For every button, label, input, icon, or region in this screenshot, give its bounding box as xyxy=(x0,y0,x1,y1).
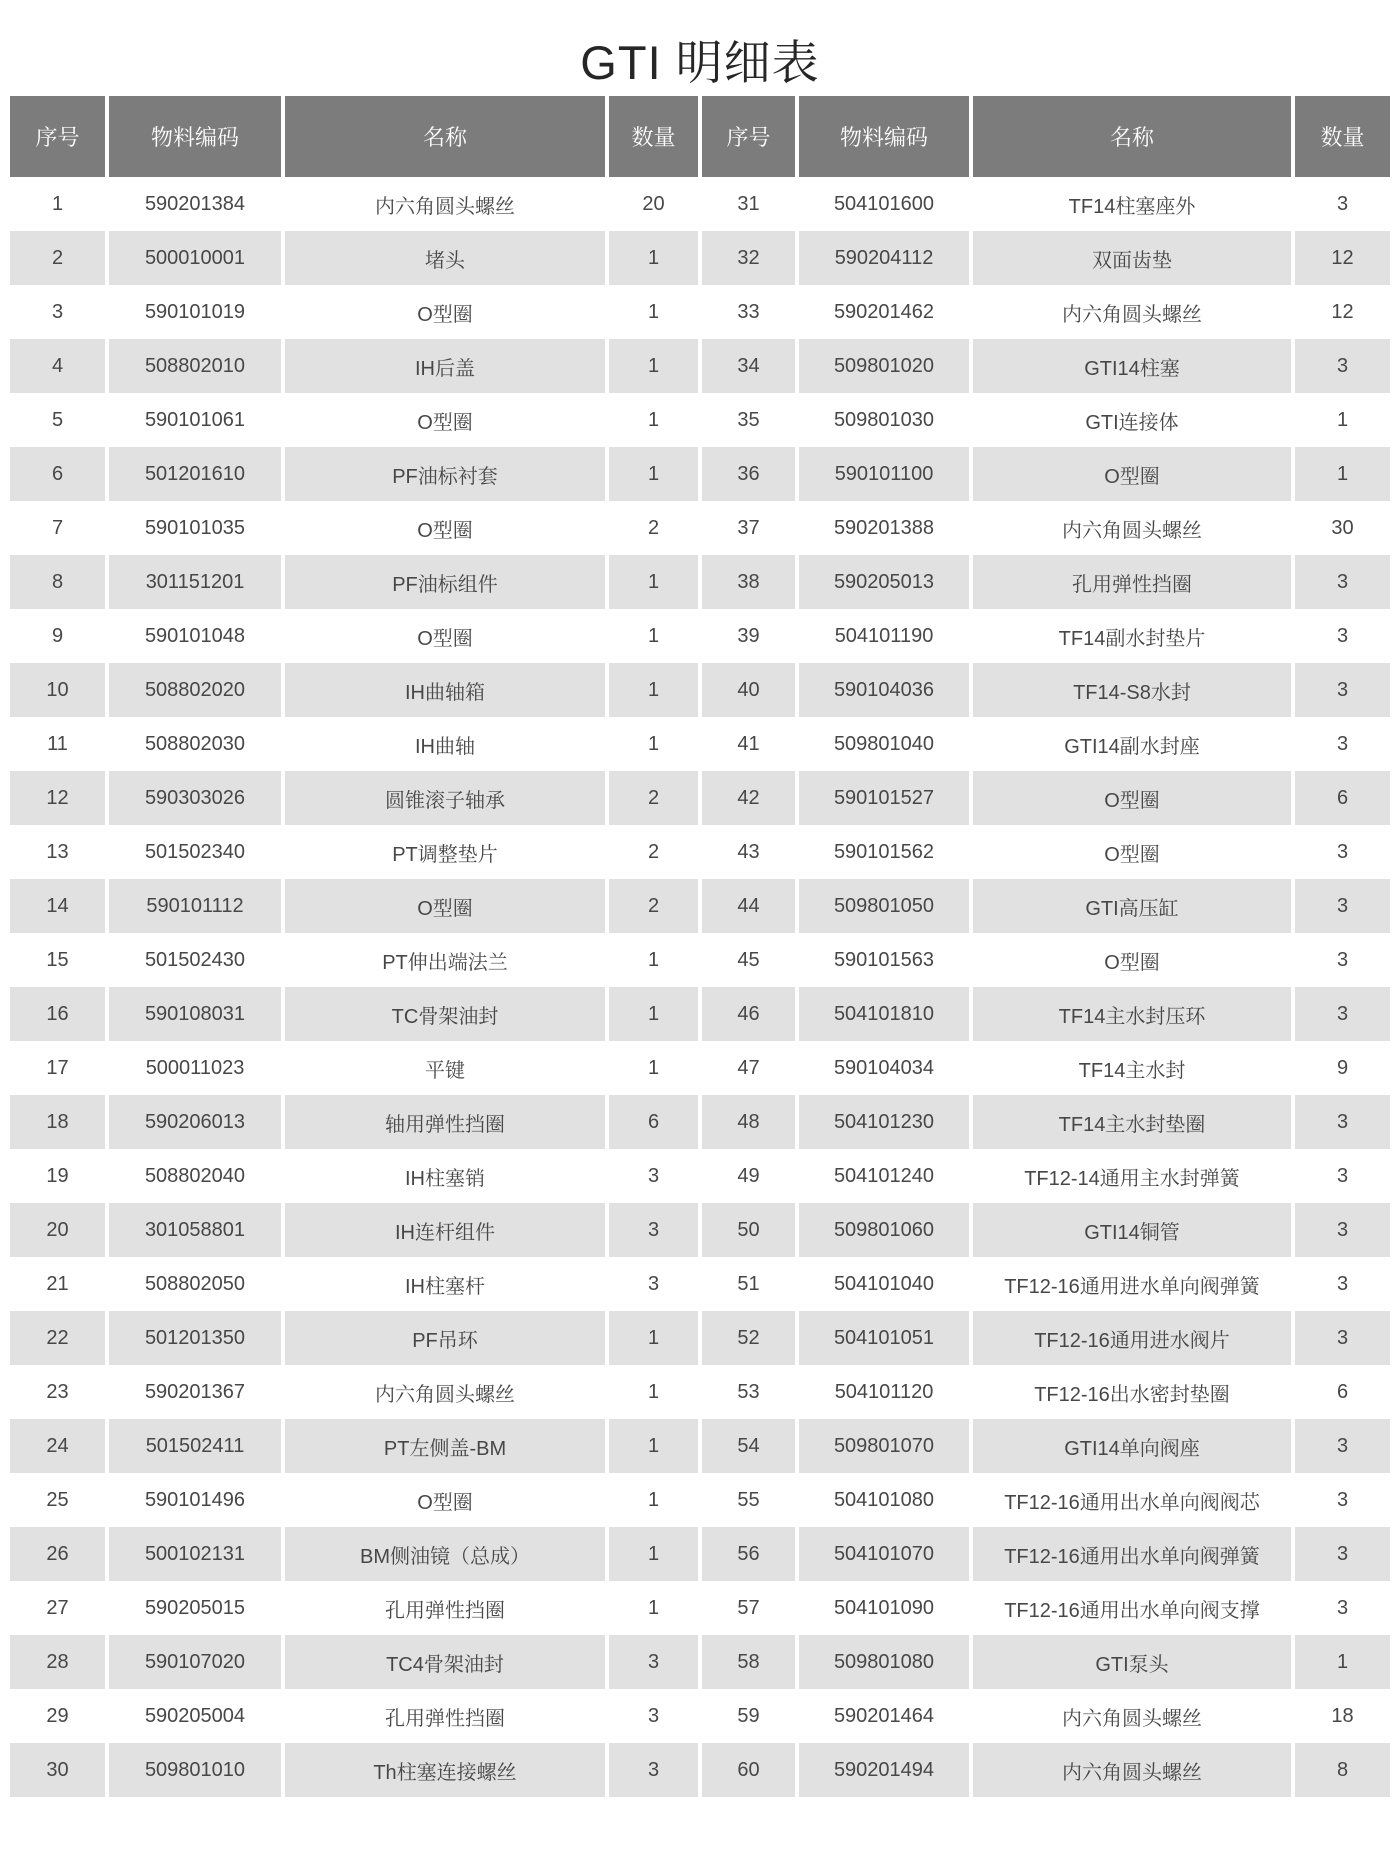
cell-name-left: IH后盖 xyxy=(283,339,607,393)
table-row xyxy=(10,339,1390,393)
cell-seq-left: 27 xyxy=(46,1596,69,1619)
cell-code-right: 590101562 xyxy=(797,825,971,879)
table-row xyxy=(10,825,1390,879)
cell-qty-left: 3 xyxy=(607,1743,700,1797)
table-row xyxy=(10,231,1390,285)
cell-name-right: 孔用弹性挡圈 xyxy=(971,555,1293,609)
cell-qty-left: 1 xyxy=(607,447,700,501)
cell-qty-right: 3 xyxy=(1293,663,1390,717)
cell-qty-left: 3 xyxy=(607,1635,700,1689)
table-row xyxy=(10,1527,1390,1581)
cell-code-right: 504101070 xyxy=(797,1527,971,1581)
col-header-seq-right: 序号 xyxy=(700,96,797,177)
cell-code-right: 504101090 xyxy=(797,1581,971,1635)
cell-name-left: IH柱塞杆 xyxy=(283,1257,607,1311)
cell-name-left: PT调整垫片 xyxy=(283,825,607,879)
cell-name-left: 平键 xyxy=(283,1041,607,1095)
cell-name-left: TC骨架油封 xyxy=(283,987,607,1041)
col-header-code-right: 物料编码 xyxy=(797,96,971,177)
cell-name-left: IH曲轴 xyxy=(283,717,607,771)
cell-qty-left: 1 xyxy=(607,1581,700,1635)
cell-name-right: TF14主水封 xyxy=(971,1041,1293,1095)
cell-code-left: 590101035 xyxy=(107,501,283,555)
cell-seq-left: 12 xyxy=(10,771,107,825)
cell-name-left: IH曲轴箱 xyxy=(283,663,607,717)
cell-qty-right: 3 xyxy=(1293,987,1390,1041)
cell-code-right: 590201462 xyxy=(797,285,971,339)
cell-name-right: 内六角圆头螺丝 xyxy=(971,1689,1293,1743)
cell-qty-left: 1 xyxy=(607,285,700,339)
cell-seq-right: 57 xyxy=(700,1581,797,1635)
cell-qty-right: 3 xyxy=(1293,1311,1390,1365)
cell-seq-right: 54 xyxy=(700,1419,797,1473)
cell-name-left: PF油标衬套 xyxy=(283,447,607,501)
table-row xyxy=(10,447,1390,501)
cell-qty-left: 1 xyxy=(607,1041,700,1095)
cell-name-left: PT伸出端法兰 xyxy=(283,933,607,987)
cell-code-left: 590108031 xyxy=(107,987,283,1041)
cell-qty-right: 18 xyxy=(1293,1689,1390,1743)
cell-code-left: 590206013 xyxy=(107,1095,283,1149)
cell-name-left: 圆锥滚子轴承 xyxy=(283,771,607,825)
cell-name-right: TF12-14通用主水封弹簧 xyxy=(971,1149,1293,1203)
cell-qty-right: 1 xyxy=(1293,393,1390,447)
cell-qty-left: 1 xyxy=(607,609,700,663)
cell-qty-left: 2 xyxy=(607,879,700,933)
parts-table-container xyxy=(10,96,1390,1797)
col-header-qty-left: 数量 xyxy=(607,96,700,177)
cell-code-right: 504101120 xyxy=(797,1365,971,1419)
cell-code-left: 501502411 xyxy=(107,1419,283,1473)
cell-name-right: 内六角圆头螺丝 xyxy=(971,1743,1293,1797)
cell-code-left: 500010001 xyxy=(107,231,283,285)
cell-qty-left: 1 xyxy=(607,339,700,393)
cell-seq-right: 42 xyxy=(700,771,797,825)
cell-code-right: 504101190 xyxy=(797,609,971,663)
cell-code-right: 509801060 xyxy=(797,1203,971,1257)
cell-qty-right: 1 xyxy=(1293,1635,1390,1689)
cell-qty-left: 2 xyxy=(607,501,700,555)
table-header xyxy=(10,96,1390,177)
cell-seq-left: 14 xyxy=(10,879,107,933)
cell-seq-right: 49 xyxy=(700,1149,797,1203)
table-row xyxy=(10,1581,1390,1635)
cell-code-right: 504101051 xyxy=(797,1311,971,1365)
cell-seq-left: 24 xyxy=(10,1419,107,1473)
cell-code-right: 590101100 xyxy=(797,447,971,501)
cell-name-right: TF14主水封垫圈 xyxy=(971,1095,1293,1149)
cell-seq-left: 22 xyxy=(10,1311,107,1365)
cell-seq-left: 3 xyxy=(51,300,64,323)
table-row xyxy=(10,771,1390,825)
table-row xyxy=(10,1689,1390,1743)
cell-name-right: O型圈 xyxy=(971,771,1293,825)
cell-qty-left: 1 xyxy=(607,231,700,285)
cell-name-right: TF12-16通用进水阀片 xyxy=(971,1311,1293,1365)
cell-seq-left: 5 xyxy=(51,408,64,431)
cell-qty-right: 3 xyxy=(1293,879,1390,933)
table-row xyxy=(10,663,1390,717)
table-body xyxy=(10,177,1390,1797)
table-row xyxy=(10,1743,1390,1797)
table-row xyxy=(10,1095,1390,1149)
cell-name-right: TF14柱塞座外 xyxy=(971,177,1293,231)
cell-qty-left: 1 xyxy=(607,555,700,609)
cell-qty-right: 3 xyxy=(1293,1581,1390,1635)
cell-qty-right: 3 xyxy=(1293,1203,1390,1257)
cell-qty-left: 1 xyxy=(607,663,700,717)
cell-qty-left: 1 xyxy=(607,1365,700,1419)
cell-code-right: 590204112 xyxy=(797,231,971,285)
cell-qty-left: 1 xyxy=(607,987,700,1041)
cell-name-left: BM侧油镜（总成） xyxy=(283,1527,607,1581)
cell-qty-right: 3 xyxy=(1293,609,1390,663)
table-row xyxy=(10,879,1390,933)
table-row xyxy=(10,1203,1390,1257)
cell-code-left: 590101019 xyxy=(107,285,283,339)
cell-code-left: 501201350 xyxy=(107,1311,283,1365)
cell-seq-left: 16 xyxy=(10,987,107,1041)
cell-qty-left: 1 xyxy=(607,393,700,447)
cell-name-right: GTI14副水封座 xyxy=(971,717,1293,771)
cell-seq-left: 13 xyxy=(46,840,69,863)
cell-seq-right: 55 xyxy=(700,1473,797,1527)
cell-name-left: O型圈 xyxy=(283,609,607,663)
cell-qty-left: 2 xyxy=(607,825,700,879)
cell-seq-left: 11 xyxy=(47,732,68,755)
page-title: GTI 明细表 xyxy=(580,36,820,89)
cell-seq-right: 52 xyxy=(700,1311,797,1365)
cell-qty-right: 3 xyxy=(1293,1419,1390,1473)
cell-code-left: 508802020 xyxy=(107,663,283,717)
cell-code-right: 509801020 xyxy=(797,339,971,393)
cell-name-right: TF12-16出水密封垫圈 xyxy=(971,1365,1293,1419)
cell-name-right: 内六角圆头螺丝 xyxy=(971,501,1293,555)
cell-code-left: 590101496 xyxy=(107,1473,283,1527)
cell-code-left: 508802010 xyxy=(107,339,283,393)
cell-seq-left: 28 xyxy=(10,1635,107,1689)
table-row xyxy=(10,1311,1390,1365)
cell-qty-right: 30 xyxy=(1293,501,1390,555)
table-row xyxy=(10,1635,1390,1689)
cell-seq-right: 47 xyxy=(700,1041,797,1095)
cell-seq-right: 43 xyxy=(700,825,797,879)
cell-code-right: 590101563 xyxy=(797,933,971,987)
cell-seq-left: 6 xyxy=(10,447,107,501)
cell-code-left: 301058801 xyxy=(107,1203,283,1257)
cell-code-left: 590101112 xyxy=(107,879,283,933)
cell-name-left: O型圈 xyxy=(283,393,607,447)
cell-qty-left: 3 xyxy=(607,1689,700,1743)
cell-seq-right: 53 xyxy=(700,1365,797,1419)
cell-name-right: GTI高压缸 xyxy=(971,879,1293,933)
col-header-name-right: 名称 xyxy=(971,96,1293,177)
cell-seq-right: 46 xyxy=(700,987,797,1041)
cell-code-right: 590104034 xyxy=(797,1041,971,1095)
col-header-code-left: 物料编码 xyxy=(107,96,283,177)
cell-seq-left: 4 xyxy=(10,339,107,393)
col-header-qty-right: 数量 xyxy=(1293,96,1390,177)
cell-name-right: O型圈 xyxy=(971,825,1293,879)
cell-code-left: 590101048 xyxy=(107,609,283,663)
cell-seq-left: 30 xyxy=(10,1743,107,1797)
cell-qty-left: 3 xyxy=(607,1149,700,1203)
parts-table xyxy=(10,96,1390,1797)
cell-qty-left: 1 xyxy=(607,933,700,987)
cell-code-right: 504101240 xyxy=(797,1149,971,1203)
table-row xyxy=(10,1041,1390,1095)
cell-seq-left: 21 xyxy=(46,1272,69,1295)
cell-code-right: 509801070 xyxy=(797,1419,971,1473)
cell-qty-right: 6 xyxy=(1293,1365,1390,1419)
table-row xyxy=(10,555,1390,609)
cell-qty-left: 3 xyxy=(607,1203,700,1257)
cell-code-right: 590101527 xyxy=(797,771,971,825)
cell-code-right: 590201494 xyxy=(797,1743,971,1797)
cell-seq-left: 7 xyxy=(51,516,64,539)
cell-code-right: 590104036 xyxy=(797,663,971,717)
cell-qty-right: 3 xyxy=(1293,825,1390,879)
cell-seq-right: 40 xyxy=(700,663,797,717)
cell-name-right: O型圈 xyxy=(971,933,1293,987)
table-row xyxy=(10,717,1390,771)
cell-name-right: TF12-16通用出水单向阀阀芯 xyxy=(971,1473,1293,1527)
cell-name-left: IH柱塞销 xyxy=(283,1149,607,1203)
cell-qty-right: 3 xyxy=(1293,555,1390,609)
cell-qty-right: 8 xyxy=(1293,1743,1390,1797)
cell-name-left: 内六角圆头螺丝 xyxy=(283,177,607,231)
cell-code-left: 508802040 xyxy=(107,1149,283,1203)
cell-name-right: TF14主水封压环 xyxy=(971,987,1293,1041)
cell-qty-right: 6 xyxy=(1293,771,1390,825)
cell-seq-right: 31 xyxy=(700,177,797,231)
cell-name-left: PF吊环 xyxy=(283,1311,607,1365)
cell-code-left: 590201367 xyxy=(107,1365,283,1419)
cell-code-left: 590205015 xyxy=(107,1581,283,1635)
header-row xyxy=(10,96,1390,177)
cell-name-left: 内六角圆头螺丝 xyxy=(283,1365,607,1419)
cell-seq-right: 59 xyxy=(700,1689,797,1743)
cell-seq-left: 29 xyxy=(46,1704,69,1727)
cell-code-right: 504101080 xyxy=(797,1473,971,1527)
cell-name-right: GTI14单向阀座 xyxy=(971,1419,1293,1473)
table-row xyxy=(10,609,1390,663)
cell-name-left: PT左侧盖-BM xyxy=(283,1419,607,1473)
cell-code-left: 590107020 xyxy=(107,1635,283,1689)
cell-name-left: Th柱塞连接螺丝 xyxy=(283,1743,607,1797)
table-row xyxy=(10,1419,1390,1473)
cell-qty-right: 3 xyxy=(1293,1149,1390,1203)
cell-seq-left: 8 xyxy=(10,555,107,609)
cell-qty-right: 3 xyxy=(1293,1257,1390,1311)
cell-code-left: 508802050 xyxy=(107,1257,283,1311)
cell-seq-right: 51 xyxy=(700,1257,797,1311)
cell-qty-left: 1 xyxy=(607,1311,700,1365)
cell-name-left: O型圈 xyxy=(283,501,607,555)
cell-code-right: 509801080 xyxy=(797,1635,971,1689)
table-row xyxy=(10,1365,1390,1419)
cell-qty-left: 2 xyxy=(607,771,700,825)
cell-qty-right: 3 xyxy=(1293,177,1390,231)
cell-code-left: 500102131 xyxy=(107,1527,283,1581)
cell-seq-right: 35 xyxy=(700,393,797,447)
col-header-seq-left: 序号 xyxy=(10,96,107,177)
cell-name-right: 内六角圆头螺丝 xyxy=(971,285,1293,339)
cell-code-right: 590205013 xyxy=(797,555,971,609)
cell-seq-right: 44 xyxy=(700,879,797,933)
cell-seq-right: 50 xyxy=(700,1203,797,1257)
cell-seq-right: 37 xyxy=(700,501,797,555)
table-row xyxy=(10,1257,1390,1311)
cell-seq-left: 23 xyxy=(46,1380,69,1403)
cell-qty-right: 3 xyxy=(1293,339,1390,393)
cell-seq-left: 17 xyxy=(46,1056,69,1079)
cell-name-left: TC4骨架油封 xyxy=(283,1635,607,1689)
cell-seq-left: 18 xyxy=(10,1095,107,1149)
cell-code-right: 504101600 xyxy=(797,177,971,231)
cell-name-right: 双面齿垫 xyxy=(971,231,1293,285)
table-row xyxy=(10,1473,1390,1527)
cell-code-left: 500011023 xyxy=(107,1041,283,1095)
cell-qty-right: 9 xyxy=(1293,1041,1390,1095)
cell-qty-right: 12 xyxy=(1293,231,1390,285)
cell-seq-right: 39 xyxy=(700,609,797,663)
cell-name-left: O型圈 xyxy=(283,1473,607,1527)
table-row xyxy=(10,501,1390,555)
cell-code-right: 509801050 xyxy=(797,879,971,933)
cell-seq-right: 60 xyxy=(700,1743,797,1797)
cell-name-right: TF12-16通用出水单向阀支撑 xyxy=(971,1581,1293,1635)
cell-code-left: 508802030 xyxy=(107,717,283,771)
cell-qty-right: 3 xyxy=(1293,933,1390,987)
cell-name-right: GTI14铜管 xyxy=(971,1203,1293,1257)
cell-qty-right: 3 xyxy=(1293,1473,1390,1527)
cell-seq-left: 2 xyxy=(10,231,107,285)
cell-name-right: O型圈 xyxy=(971,447,1293,501)
cell-qty-right: 12 xyxy=(1293,285,1390,339)
cell-qty-left: 1 xyxy=(607,1473,700,1527)
cell-code-right: 504101040 xyxy=(797,1257,971,1311)
cell-qty-right: 3 xyxy=(1293,1527,1390,1581)
cell-code-left: 590101061 xyxy=(107,393,283,447)
cell-qty-right: 3 xyxy=(1293,717,1390,771)
cell-code-left: 590205004 xyxy=(107,1689,283,1743)
cell-code-right: 504101810 xyxy=(797,987,971,1041)
cell-code-left: 301151201 xyxy=(107,555,283,609)
cell-name-left: 堵头 xyxy=(283,231,607,285)
table-row xyxy=(10,933,1390,987)
cell-seq-right: 48 xyxy=(700,1095,797,1149)
cell-name-left: O型圈 xyxy=(283,879,607,933)
cell-seq-left: 9 xyxy=(51,624,64,647)
cell-name-right: TF12-16通用出水单向阀弹簧 xyxy=(971,1527,1293,1581)
col-header-name-left: 名称 xyxy=(283,96,607,177)
cell-seq-right: 45 xyxy=(700,933,797,987)
cell-qty-left: 20 xyxy=(607,177,700,231)
cell-name-right: GTI14柱塞 xyxy=(971,339,1293,393)
cell-qty-left: 3 xyxy=(607,1257,700,1311)
cell-name-left: 孔用弹性挡圈 xyxy=(283,1689,607,1743)
cell-code-right: 509801040 xyxy=(797,717,971,771)
cell-name-left: 轴用弹性挡圈 xyxy=(283,1095,607,1149)
cell-seq-right: 56 xyxy=(700,1527,797,1581)
table-row xyxy=(10,1149,1390,1203)
cell-seq-right: 38 xyxy=(700,555,797,609)
cell-code-right: 590201464 xyxy=(797,1689,971,1743)
cell-seq-left: 10 xyxy=(10,663,107,717)
cell-seq-left: 26 xyxy=(10,1527,107,1581)
cell-name-right: TF12-16通用进水单向阀弹簧 xyxy=(971,1257,1293,1311)
cell-seq-left: 19 xyxy=(46,1164,69,1187)
cell-code-left: 590201384 xyxy=(107,177,283,231)
cell-qty-left: 1 xyxy=(607,1419,700,1473)
cell-name-right: GTI连接体 xyxy=(971,393,1293,447)
cell-seq-left: 15 xyxy=(46,948,69,971)
cell-code-left: 509801010 xyxy=(107,1743,283,1797)
cell-name-right: GTI泵头 xyxy=(971,1635,1293,1689)
cell-code-left: 501502430 xyxy=(107,933,283,987)
table-row xyxy=(10,393,1390,447)
table-row xyxy=(10,987,1390,1041)
cell-qty-left: 1 xyxy=(607,1527,700,1581)
cell-code-right: 504101230 xyxy=(797,1095,971,1149)
cell-code-left: 501502340 xyxy=(107,825,283,879)
cell-name-left: 孔用弹性挡圈 xyxy=(283,1581,607,1635)
cell-seq-right: 32 xyxy=(700,231,797,285)
table-row xyxy=(10,177,1390,231)
cell-name-right: TF14副水封垫片 xyxy=(971,609,1293,663)
cell-name-left: PF油标组件 xyxy=(283,555,607,609)
cell-seq-right: 58 xyxy=(700,1635,797,1689)
cell-seq-left: 20 xyxy=(10,1203,107,1257)
cell-seq-left: 1 xyxy=(51,192,64,215)
cell-code-left: 590303026 xyxy=(107,771,283,825)
table-row xyxy=(10,285,1390,339)
cell-seq-right: 34 xyxy=(700,339,797,393)
cell-qty-left: 1 xyxy=(607,717,700,771)
cell-seq-right: 36 xyxy=(700,447,797,501)
cell-qty-right: 3 xyxy=(1293,1095,1390,1149)
cell-qty-right: 1 xyxy=(1293,447,1390,501)
cell-qty-left: 6 xyxy=(607,1095,700,1149)
cell-name-left: O型圈 xyxy=(283,285,607,339)
cell-name-right: TF14-S8水封 xyxy=(971,663,1293,717)
cell-seq-left: 25 xyxy=(46,1488,69,1511)
cell-seq-right: 33 xyxy=(700,285,797,339)
cell-code-left: 501201610 xyxy=(107,447,283,501)
cell-code-right: 509801030 xyxy=(797,393,971,447)
cell-seq-right: 41 xyxy=(700,717,797,771)
cell-name-left: IH连杆组件 xyxy=(283,1203,607,1257)
cell-code-right: 590201388 xyxy=(797,501,971,555)
